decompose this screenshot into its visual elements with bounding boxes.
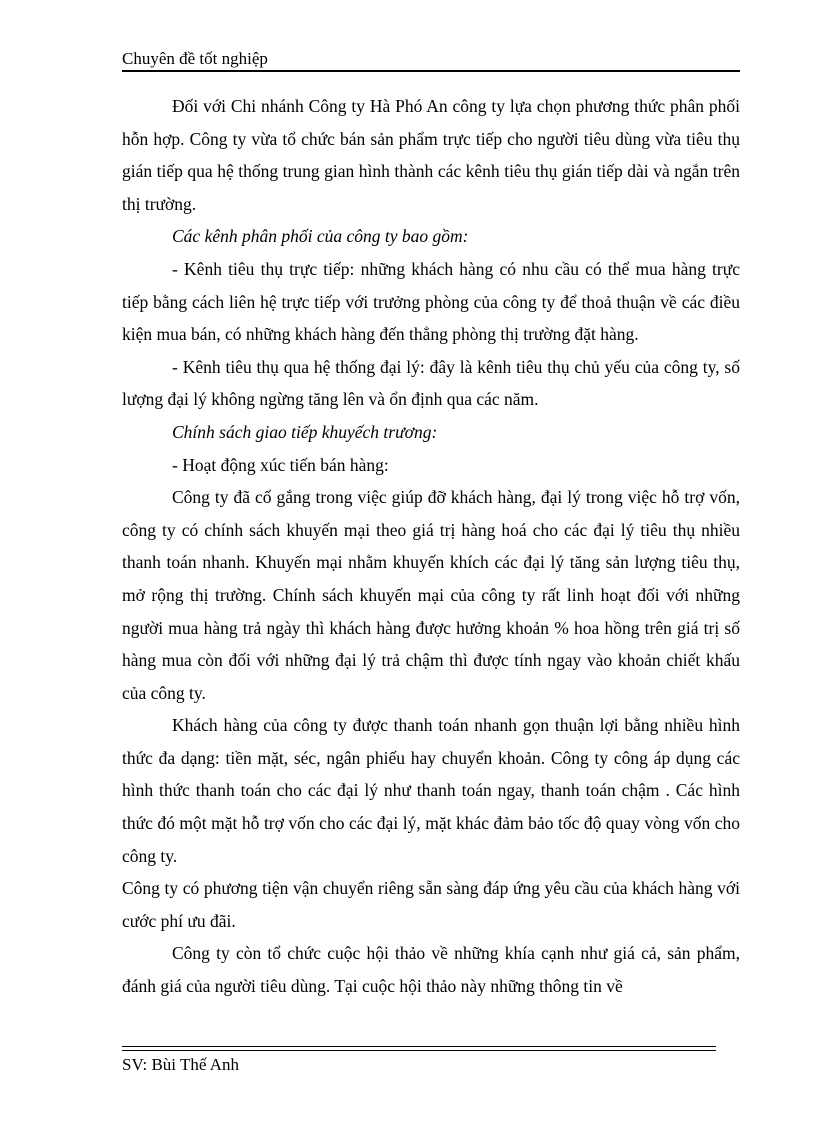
paragraph-payment-methods: Khách hàng của công ty được thanh toán nhanh gọn thuận lợi bằng nhiều hình thức đa dạng: tiền mặt, séc, ngân phiếu hay chuyển khoản. Công ty công áp dụng các hình thức thanh toán cho các đại lý như thanh toán ngay, thanh toán chậm . Các hình thức đó một mặt hỗ trợ vốn cho các đại lý, mặt khác đảm bảo tốc độ quay vòng vốn cho công ty. bbox=[122, 715, 740, 866]
header-divider bbox=[122, 70, 740, 72]
document-body bbox=[122, 90, 740, 1003]
paragraph-direct-channel: - Kênh tiêu thụ trực tiếp: những khách hàng có nhu cầu có thể mua hàng trực tiếp bằng cách liên hệ trực tiếp với trưởng phòng của công ty để thoả thuận về các điều kiện mua bán, có những khách hàng đến thẳng phòng thị trường đặt hàng. bbox=[122, 258, 740, 345]
footer-divider-top bbox=[122, 1046, 716, 1047]
paragraph-sales-promotion: - Hoạt động xúc tiến bán hàng: bbox=[172, 454, 389, 475]
heading-distribution-channels: Các kênh phân phối của công ty bao gồm: bbox=[172, 226, 469, 247]
heading-promotion-policy: Chính sách giao tiếp khuyếch trương: bbox=[172, 421, 438, 442]
paragraph-agent-channel: - Kênh tiêu thụ qua hệ thống đại lý: đây là kênh tiêu thụ chủ yếu của công ty, số lượng đại lý không ngừng tăng lên và ổn định qua các năm. bbox=[122, 356, 740, 410]
paragraph-transport: Công ty có phương tiện vận chuyển riêng sẵn sàng đáp ứng yêu cầu của khách hàng với cước phí ưu đãi. bbox=[122, 878, 740, 931]
footer-divider-bottom bbox=[122, 1050, 716, 1051]
page-footer-author: SV: Bùi Thế Anh bbox=[122, 1055, 239, 1074]
paragraph-conference: Công ty còn tổ chức cuộc hội thảo về những khía cạnh như giá cả, sản phẩm, đánh giá của người tiêu dùng. Tại cuộc hội thảo này những thông tin về bbox=[122, 943, 740, 997]
paragraph-distribution-method: Đối với Chi nhánh Công ty Hà Phó An công ty lựa chọn phương thức phân phối hỗn hợp. Công ty vừa tổ chức bán sản phẩm trực tiếp cho người tiêu dùng vừa tiêu thụ gián tiếp qua hệ thống trung gian hình thành các kênh tiêu thụ gián tiếp dài và ngắn trên thị trường. bbox=[122, 96, 740, 214]
page-header-title: Chuyên đề tốt nghiệp bbox=[122, 49, 268, 68]
paragraph-support-agents: Công ty đã cố gắng trong việc giúp đỡ khách hàng, đại lý trong việc hỗ trợ vốn, công ty có chính sách khuyến mại theo giá trị hàng hoá cho các đại lý tiêu thụ nhiều thanh toán nhanh. Khuyến mại nhằm khuyến khích các đại lý tăng sản lượng tiêu thụ, mở rộng thị trường. Chính sách khuyến mại của công ty rất linh hoạt đối với những người mua hàng trả ngày thì khách hàng được hưởng khoản % hoa hồng trên giá trị số hàng mua còn đối với những đại lý trả chậm thì được tính ngay vào khoản chiết khấu của công ty. bbox=[122, 487, 740, 703]
